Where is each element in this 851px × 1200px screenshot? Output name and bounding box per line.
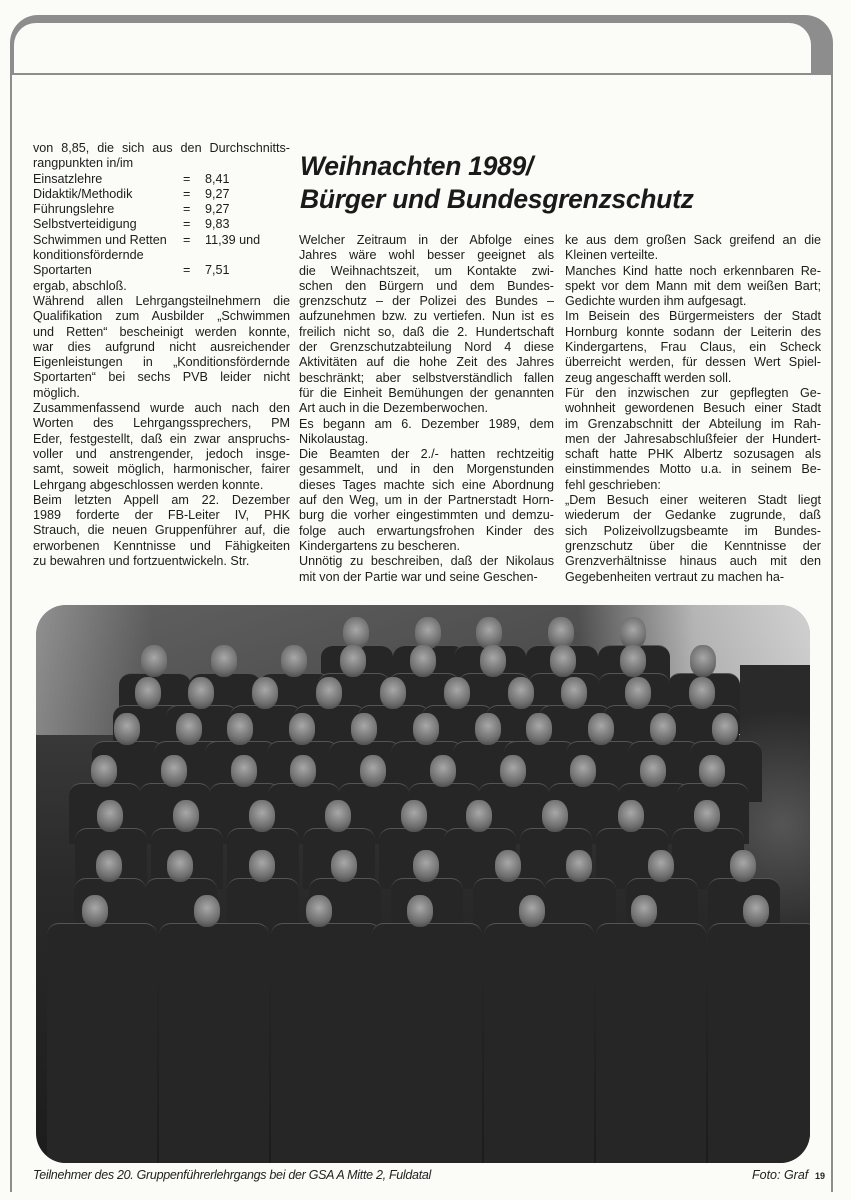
photo-person-face xyxy=(331,850,357,882)
photo-person-face xyxy=(640,755,666,787)
photo-person-face xyxy=(167,850,193,882)
photo-person-face xyxy=(508,677,534,709)
photo-person-face xyxy=(650,713,676,745)
text-line: Während allen Lehrgangsteilnehmern die xyxy=(33,293,290,308)
photo-person-face xyxy=(712,713,738,745)
photo-person-face xyxy=(380,677,406,709)
photo-person-face xyxy=(340,645,366,677)
article-title-line-1: Weihnachten 1989/ xyxy=(300,151,533,181)
text-line: „Dem Besuch einer weiteren Stadt liegt xyxy=(565,493,821,508)
photo-person-face xyxy=(620,645,646,677)
text-line: voller und anstrengender, jedoch insge- xyxy=(33,446,290,461)
score-equals: = xyxy=(183,263,191,278)
photo-person-face xyxy=(466,800,492,832)
text-line: im Grenzabschnitt der Abteilung im Rah- xyxy=(565,416,821,431)
score-label: Führungslehre xyxy=(33,202,115,217)
text-line: rangpunkten in/im xyxy=(33,156,134,171)
photo-person-body xyxy=(47,923,157,1163)
photo-person-face xyxy=(689,677,715,709)
text-line: zeug angeschafft werden soll. xyxy=(565,370,732,385)
text-line: Unnötig zu beschreiben, daß der Nikolaus xyxy=(299,554,554,569)
header-band-inner xyxy=(14,23,811,73)
text-line: men der Jahresabschlußfeier der Hundert- xyxy=(565,431,821,446)
text-line: Eder, festgestellt, daß ein zwar anspruchs- xyxy=(33,431,290,446)
text-line: Grenzverhältnisse hinaus auch mit den xyxy=(565,554,821,569)
text-line: von 8,85, die sich aus den Durchschnitts- xyxy=(33,141,290,155)
text-line: spekt vor dem Mann mit dem weißen Bart; xyxy=(565,278,821,293)
photo-person-face xyxy=(625,677,651,709)
paragraph xyxy=(565,493,821,585)
photo-person-face xyxy=(135,677,161,709)
photo-person-face xyxy=(194,895,220,927)
text-line: dieses Tages machte sich eine Abordnung xyxy=(299,477,554,492)
text-line: und Retten“ bescheinigt werden konnte, xyxy=(33,324,290,339)
paragraph xyxy=(299,447,554,554)
photo-person-face xyxy=(82,895,108,927)
paragraph xyxy=(565,309,821,385)
photo-person-face xyxy=(743,895,769,927)
text-line: möglich. xyxy=(33,385,80,400)
text-line: Kindergartens zu bescheren. xyxy=(299,538,461,553)
photo-person-face xyxy=(227,713,253,745)
text-line: schen den Bürgern und dem Bundes- xyxy=(299,278,554,293)
text-line: Kindergartens, Frau Claus, ein Scheck xyxy=(565,340,821,355)
photo-person-face xyxy=(648,850,674,882)
photo-person-face xyxy=(281,645,307,677)
photo-person-face xyxy=(519,895,545,927)
score-row xyxy=(33,172,290,187)
photo-caption: Teilnehmer des 20. Gruppenführerlehrgangs bei der GSA A Mitte 2, Fuldatal xyxy=(33,1168,432,1182)
paragraph xyxy=(299,233,554,417)
score-equals xyxy=(183,248,205,263)
photo-person-body xyxy=(484,923,594,1163)
text-line: Manches Kind hatte noch erkennbaren Re- xyxy=(565,263,821,278)
photo-person-face xyxy=(91,755,117,787)
text-line: mit von der Partie war und seine Geschen- xyxy=(299,569,538,584)
text-line: wohnheit gewordenen Besuch einer Stadt xyxy=(565,401,821,416)
text-line: überreicht werden, für dessen Wert Spiel- xyxy=(565,355,821,370)
paragraph xyxy=(33,294,290,401)
text-line: Eigenleistungen in „Konditionsfördernde xyxy=(33,355,290,370)
photo-person-face xyxy=(542,800,568,832)
photo-person-face xyxy=(690,645,716,677)
article-title xyxy=(300,150,694,216)
text-line: sich Polizeivollzugsbeamte im Bundes- xyxy=(565,523,821,538)
text-line: der Grenzschutzabteilung Nord 4 diese xyxy=(299,340,554,355)
text-line: beschränkt; aber selbstverständlich fallen xyxy=(299,370,554,385)
middle-column xyxy=(299,233,554,585)
score-equals: = xyxy=(183,202,191,217)
score-equals: = xyxy=(183,232,191,247)
photo-person-face xyxy=(730,850,756,882)
photo-person-face xyxy=(430,755,456,787)
text-line: Qualifikation zum Ausbilder „Schwimmen xyxy=(33,309,290,324)
text-line: freilich nicht so, daß die 2. Hundertschaft xyxy=(299,324,554,339)
score-label: konditionsfördernde xyxy=(33,248,144,263)
score-equals: = xyxy=(183,171,191,186)
photo-person-face xyxy=(316,677,342,709)
text-line: samt, soweit möglich, harmonischer, fairer xyxy=(33,462,290,477)
photo-person-face xyxy=(97,800,123,832)
text-line: wiederum der Gedanke zugrunde, daß xyxy=(565,508,821,523)
score-value: 9,27 xyxy=(205,186,230,201)
photo-person-face xyxy=(252,677,278,709)
photo-person-face xyxy=(561,677,587,709)
photo-person-face xyxy=(588,713,614,745)
text-line: Lehrgang abgeschlossen werden konnte. xyxy=(33,477,264,492)
intro-text xyxy=(33,141,290,172)
score-list xyxy=(33,172,290,279)
text-line: Beim letzten Appell am 22. Dezember xyxy=(33,492,290,507)
score-label: Selbstverteidigung xyxy=(33,217,137,232)
text-line: grenzschutz – der Polizei des Bundes – xyxy=(299,294,554,309)
text-line: Die Beamten der 2./- hatten rechtzeitig xyxy=(299,447,554,462)
paragraph xyxy=(33,493,290,569)
text-line: grenzschutz über die Kenntnisse der xyxy=(565,538,821,553)
photo-person-face xyxy=(631,895,657,927)
photo-person-face xyxy=(444,677,470,709)
score-label: Didaktik/Methodik xyxy=(33,186,133,201)
photo-person-face xyxy=(550,645,576,677)
right-column xyxy=(565,233,821,585)
score-row xyxy=(33,187,290,202)
text-line: folge auch erwartungsfrohen Kinder des xyxy=(299,523,554,538)
text-line: Welcher Zeitraum in der Abfolge eines xyxy=(299,233,554,247)
text-line: Im Beisein des Bürgermeisters der Stadt xyxy=(565,309,821,324)
photo-person-face xyxy=(410,645,436,677)
paragraph xyxy=(33,401,290,493)
text-line: ke aus dem großen Sack greifend an die xyxy=(565,233,821,247)
text-line: Gegebenheiten vertraut zu machen ha- xyxy=(565,569,785,584)
score-label: Einsatzlehre xyxy=(33,171,103,186)
text-line: Sportarten“ bei sechs PVB leider nicht xyxy=(33,370,290,385)
text-line: gesammelt, und in den Morgenstunden xyxy=(299,462,554,477)
photo-person-face xyxy=(401,800,427,832)
score-equals: = xyxy=(183,217,191,232)
photo-person-face xyxy=(325,800,351,832)
photo-person-body xyxy=(271,923,381,1163)
text-line: die Weihnachtszeit, um Kontakte zwi- xyxy=(299,263,554,278)
text-line: schaft hatte PHK Albertz sozusagen als xyxy=(565,447,821,462)
score-value: 11,39 und xyxy=(205,232,261,247)
text-line: erworbenen Kenntnisse und Fähigkeiten xyxy=(33,538,290,553)
text-line: fehl geschrieben: xyxy=(565,477,661,492)
photo-person-body xyxy=(708,923,810,1163)
photo-person-face xyxy=(526,713,552,745)
photo-person-face xyxy=(141,645,167,677)
text-line: Zusammenfassend wurde auch nach den xyxy=(33,401,290,416)
group-photo xyxy=(36,605,810,1163)
photo-person-face xyxy=(176,713,202,745)
text-line: Es begann am 6. Dezember 1989, dem xyxy=(299,416,554,431)
photo-person-face xyxy=(360,755,386,787)
photo-person-face xyxy=(290,755,316,787)
photo-person-face xyxy=(114,713,140,745)
page-border-right xyxy=(831,50,833,1192)
photo-person-face xyxy=(413,713,439,745)
score-equals: = xyxy=(183,186,191,201)
photo-person-face xyxy=(495,850,521,882)
left-column xyxy=(33,141,290,569)
photo-person-face xyxy=(570,755,596,787)
photo-person-face xyxy=(480,645,506,677)
text-line: Nikolaustag. xyxy=(299,431,369,446)
text-line: einstimmendes Motto u.a. in seinem Be- xyxy=(565,462,821,477)
photo-person-face xyxy=(211,645,237,677)
photo-person-face xyxy=(351,713,377,745)
photo-person-face xyxy=(289,713,315,745)
paragraph xyxy=(565,233,821,264)
photo-person-body xyxy=(159,923,269,1163)
score-row xyxy=(33,217,290,232)
text-line: Kleinen verteilte. xyxy=(565,248,659,263)
paragraph xyxy=(565,264,821,310)
text-line: für die Einheit Bemühungen der genannten xyxy=(299,385,554,400)
photo-person-face xyxy=(161,755,187,787)
photo-person-face xyxy=(475,713,501,745)
article-title-line-2: Bürger und Bundesgrenzschutz xyxy=(300,184,694,214)
score-value: 8,41 xyxy=(205,171,230,186)
text-line: ergab, abschloß. xyxy=(33,278,127,293)
score-value: 7,51 xyxy=(205,263,230,278)
text-line: Für den inzwischen zur gepflegten Ge- xyxy=(565,385,821,400)
score-label: Sportarten xyxy=(33,263,92,278)
score-row xyxy=(33,263,290,278)
text-line: Art auch in die Dezemberwochen. xyxy=(299,401,489,416)
photo-person-face xyxy=(96,850,122,882)
text-line: burg die vorher eingestimmten und demzu- xyxy=(299,508,554,523)
text-line: Aktivitäten auf die hohe Zeit des Jahres xyxy=(299,355,554,370)
photo-person-face xyxy=(694,800,720,832)
text-line: aufzunehmen bzw. zu vertiefen. Nun ist es xyxy=(299,309,554,324)
photo-person-face xyxy=(231,755,257,787)
text-line: Worten des Lehrgangssprechers, PM xyxy=(33,416,290,431)
photo-credit: Foto: Graf xyxy=(752,1168,809,1182)
score-row xyxy=(33,202,290,217)
text-line: Hornburg konnte sodann der Leiterin des xyxy=(565,324,821,339)
left-paragraphs xyxy=(33,279,290,570)
page-border-left xyxy=(10,50,12,1192)
text-line: 1989 forderte der FB-Leiter IV, PHK xyxy=(33,508,290,523)
photo-person-face xyxy=(306,895,332,927)
photo-person-face xyxy=(566,850,592,882)
text-line: zu bewahren und fortzuentwickeln. Str. xyxy=(33,554,250,569)
paragraph xyxy=(33,279,290,294)
photo-person-face xyxy=(413,850,439,882)
photo-person-face xyxy=(249,800,275,832)
photo-person-face xyxy=(699,755,725,787)
paragraph xyxy=(565,386,821,493)
text-line: Strauch, die neuen Gruppenführer auf, die xyxy=(33,523,290,538)
text-line: war dies aufgrund nicht ausreichender xyxy=(33,339,290,354)
photo-person-face xyxy=(618,800,644,832)
photo-person-body xyxy=(372,923,482,1163)
photo-person-face xyxy=(407,895,433,927)
score-label: Schwimmen und Retten xyxy=(33,232,167,247)
page-number: 19 xyxy=(815,1171,826,1181)
score-value: 9,83 xyxy=(205,217,230,232)
score-value: 9,27 xyxy=(205,202,230,217)
photo-person-face xyxy=(173,800,199,832)
text-line: auf den Weg, um in der Partnerstadt Horn- xyxy=(299,493,554,508)
photo-person-face xyxy=(500,755,526,787)
score-row xyxy=(33,233,290,248)
text-line: Jahres wäre wohl besser geeignet als xyxy=(299,248,554,263)
text-line: Gedichte wurden ihm aufgesagt. xyxy=(565,294,747,309)
paragraph xyxy=(299,417,554,448)
score-row xyxy=(33,248,290,263)
photo-person-face xyxy=(188,677,214,709)
photo-person-face xyxy=(249,850,275,882)
photo-person-body xyxy=(596,923,706,1163)
paragraph xyxy=(299,554,554,585)
